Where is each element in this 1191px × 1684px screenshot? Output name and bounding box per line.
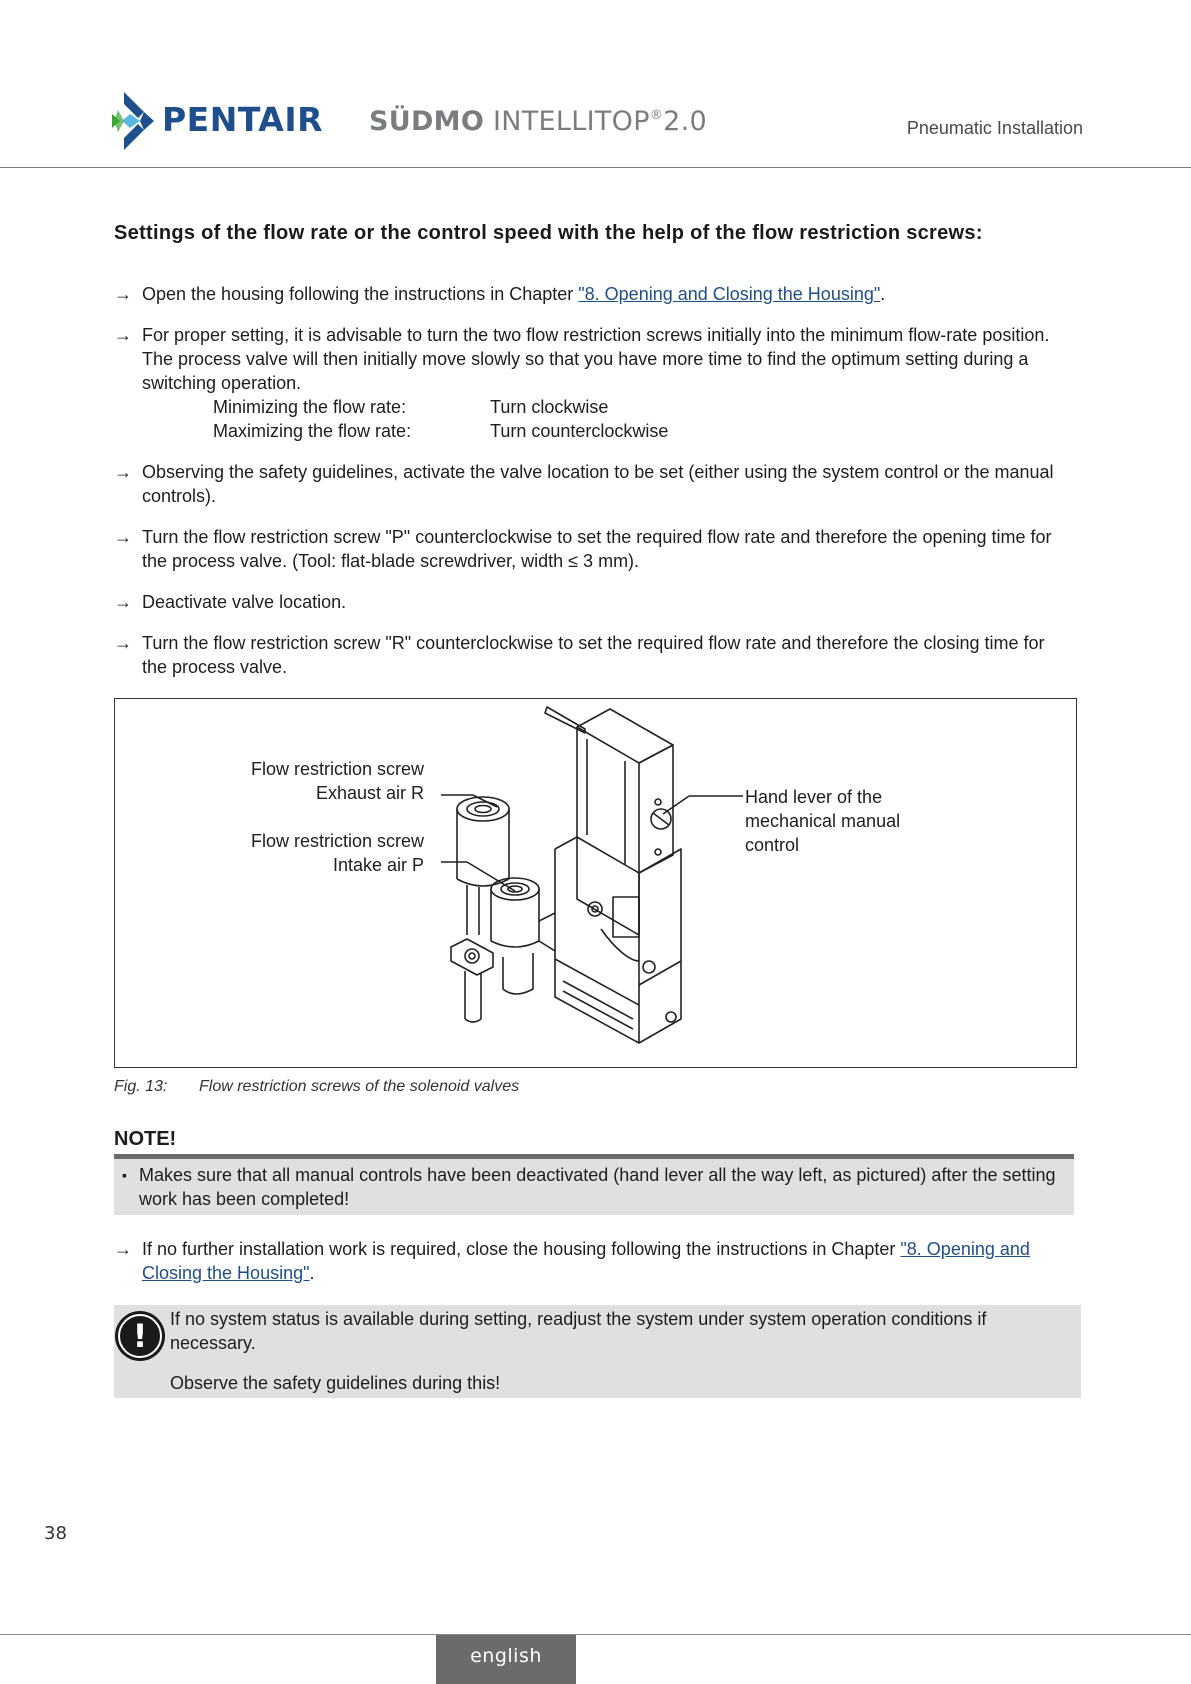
bullet-icon: ▪: [122, 1167, 127, 1183]
warning-text: If no system status is available during setting, readjust the system under system operation conditions if necessary.: [170, 1309, 987, 1353]
warning-safety-text: Observe the safety guidelines during this!: [170, 1373, 501, 1393]
setting-row: Minimizing the flow rate: Turn clockwise: [213, 397, 609, 417]
arrow-icon: →: [114, 1239, 132, 1259]
section-heading: Settings of the flow rate or the control speed with the help of the flow restriction screws:: [114, 222, 983, 244]
svg-text:!: !: [132, 1317, 148, 1355]
exclamation-icon: [114, 1310, 166, 1362]
setting-row: Maximizing the flow rate: Turn counterclockwise: [213, 421, 669, 441]
label-hand-lever: Hand lever of the mechanical manual control: [745, 787, 901, 855]
arrow-icon: →: [114, 284, 132, 304]
step-1: → Open the housing following the instructions in Chapter "8. Opening and Closing the Housing".: [114, 284, 886, 304]
step-5: → Deactivate valve location.: [114, 592, 347, 612]
product-name: INTELLITOP: [493, 106, 650, 137]
language-tab: english: [436, 1635, 576, 1684]
label-exhaust-screw: Flow restriction screw Exhaust air R: [250, 759, 424, 803]
arrow-icon: →: [114, 325, 132, 345]
arrow-icon: →: [114, 592, 132, 612]
note-box: [114, 1159, 1074, 1215]
product-reg: ®: [649, 108, 664, 123]
chapter-link[interactable]: "8. Opening and Closing the Housing": [142, 1239, 1030, 1283]
step-3: → Observing the safety guidelines, activate the valve location to be set (either using the system control or the manual controls).: [114, 462, 1054, 506]
note-title: NOTE!: [114, 1128, 177, 1150]
page-number: 38: [44, 1523, 67, 1544]
note-text: Makes sure that all manual controls have been deactivated (hand lever all the way left, as pictured) after the setting work has been completed!: [139, 1165, 1056, 1209]
settings-table: [142, 395, 1074, 443]
label-intake-screw: Flow restriction screw Intake air P: [250, 831, 424, 875]
chapter-link[interactable]: "8. Opening and Closing the Housing": [578, 284, 881, 304]
figure-frame: [114, 698, 1077, 1068]
step-2: → For proper setting, it is advisable to turn the two flow restriction screws initially into the minimum flow-rate position. The process valve will then initially move slowly so that you have more time to find the optimum setting during a switching operation. Minimizing the flow rate: Turn clockwise Maximizing the flow rate: Turn counterclockwise: [114, 323, 1074, 443]
product-brand: SÜDMO: [369, 106, 485, 137]
arrow-icon: →: [114, 462, 132, 482]
warning-box: [114, 1305, 1081, 1398]
section-title: Pneumatic Installation: [906, 118, 1083, 138]
footer-divider: [0, 1634, 1191, 1635]
step-4: → Turn the flow restriction screw "P" counterclockwise to set the required flow rate and therefore the opening time for the process valve. (Tool: flat-blade screwdriver, width ≤ 3 mm).: [114, 527, 1052, 571]
solenoid-valve-drawing: [115, 699, 1076, 1067]
product-version: 2.0: [663, 106, 707, 137]
figure-caption-text: Flow restriction screws of the solenoid valves: [199, 1078, 520, 1095]
arrow-icon: →: [114, 527, 132, 547]
brand-name: PENTAIR: [162, 100, 324, 139]
step-7: → If no further installation work is required, close the housing following the instructions in Chapter "8. Opening and Closing the Housing".: [114, 1239, 1030, 1283]
product-title: [369, 106, 707, 137]
pentair-logo-icon: [110, 92, 158, 150]
figure-caption-number: Fig. 13:: [114, 1078, 168, 1095]
header-divider: [0, 167, 1191, 168]
step-6: → Turn the flow restriction screw "R" counterclockwise to set the required flow rate and therefore the closing time for the process valve.: [114, 633, 1045, 677]
arrow-icon: →: [114, 633, 132, 653]
